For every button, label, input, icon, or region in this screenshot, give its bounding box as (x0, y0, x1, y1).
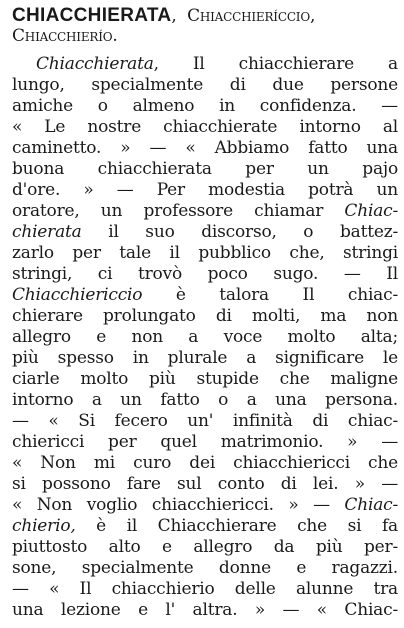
line-text: d'ore. » — Per modestia potrà un (12, 180, 398, 200)
line-text: stringi, ci trovò poco sugo. — Il (12, 264, 398, 284)
headword: CHIACCHIERATA (12, 5, 172, 26)
line-text: « Non mi curo dei chiacchiericci che (12, 453, 398, 473)
italic-term: Chiacchiericcio (12, 285, 143, 305)
heading-separator: , (310, 6, 316, 26)
line-text: chiericci per quel matrimonio. » — (12, 432, 398, 452)
line-text: oratore, un professore chiamar (12, 201, 345, 221)
line-text: chierare prolungato di molti, ma non (12, 306, 398, 326)
line-text: più spesso in plurale a significare le (12, 348, 398, 368)
line-text: piuttosto alto e allegro da più per- (12, 537, 398, 557)
line-text: , Il chiacchierare a (153, 54, 398, 74)
line-text: il suo discorso, o battez- (81, 222, 398, 242)
italic-term: chierata (12, 222, 82, 242)
line-text: zarlo per tale il pubblico che, stringi (12, 243, 398, 263)
line-text: caminetto. » — « Abbiamo fatto una (12, 138, 398, 158)
line-text: « Le nostre chiacchierate intorno al (12, 117, 398, 137)
italic-term: chierio, (12, 516, 76, 536)
italic-term: Chiac- (344, 201, 398, 221)
line-text: una lezione e l' altra. » — « Chiac- (12, 600, 398, 620)
line-text: sone, specialmente donne e ragazzi. (12, 558, 398, 578)
line-text: — « Si fecero un' infinità di chiac- (12, 411, 398, 431)
variant-headword: Chiacchierío. (12, 26, 118, 46)
line-text: intorno a un fatto o a una persona. (12, 390, 398, 410)
variant-headword: Chiacchieríccio (187, 6, 310, 26)
line-text: ciarle molto più stupide che maligne (12, 369, 398, 389)
line-text: è il Chiacchierare che si fa (75, 516, 398, 536)
line-text: amiche o almeno in confidenza. — (12, 96, 398, 116)
italic-term: Chiacchierata (36, 54, 154, 74)
line-text: lungo, specialmente di due persone (12, 75, 398, 95)
line-text: è talora Il chiac- (142, 285, 398, 305)
line-text: allegro e non a voce molto alta; (12, 327, 398, 347)
line-text: « Non voglio chiacchiericci. » — (12, 495, 345, 515)
text-line (12, 598, 398, 622)
line-text: — « Il chiacchierio delle alunne tra (12, 579, 398, 599)
heading-separator: , (171, 6, 177, 26)
line-text: buona chiacchierata per un pajo (12, 159, 398, 179)
italic-term: Chiac- (344, 495, 398, 515)
entry-heading-continued (12, 24, 398, 48)
line-text: si possono fare sul conto di lei. » — (12, 474, 398, 494)
